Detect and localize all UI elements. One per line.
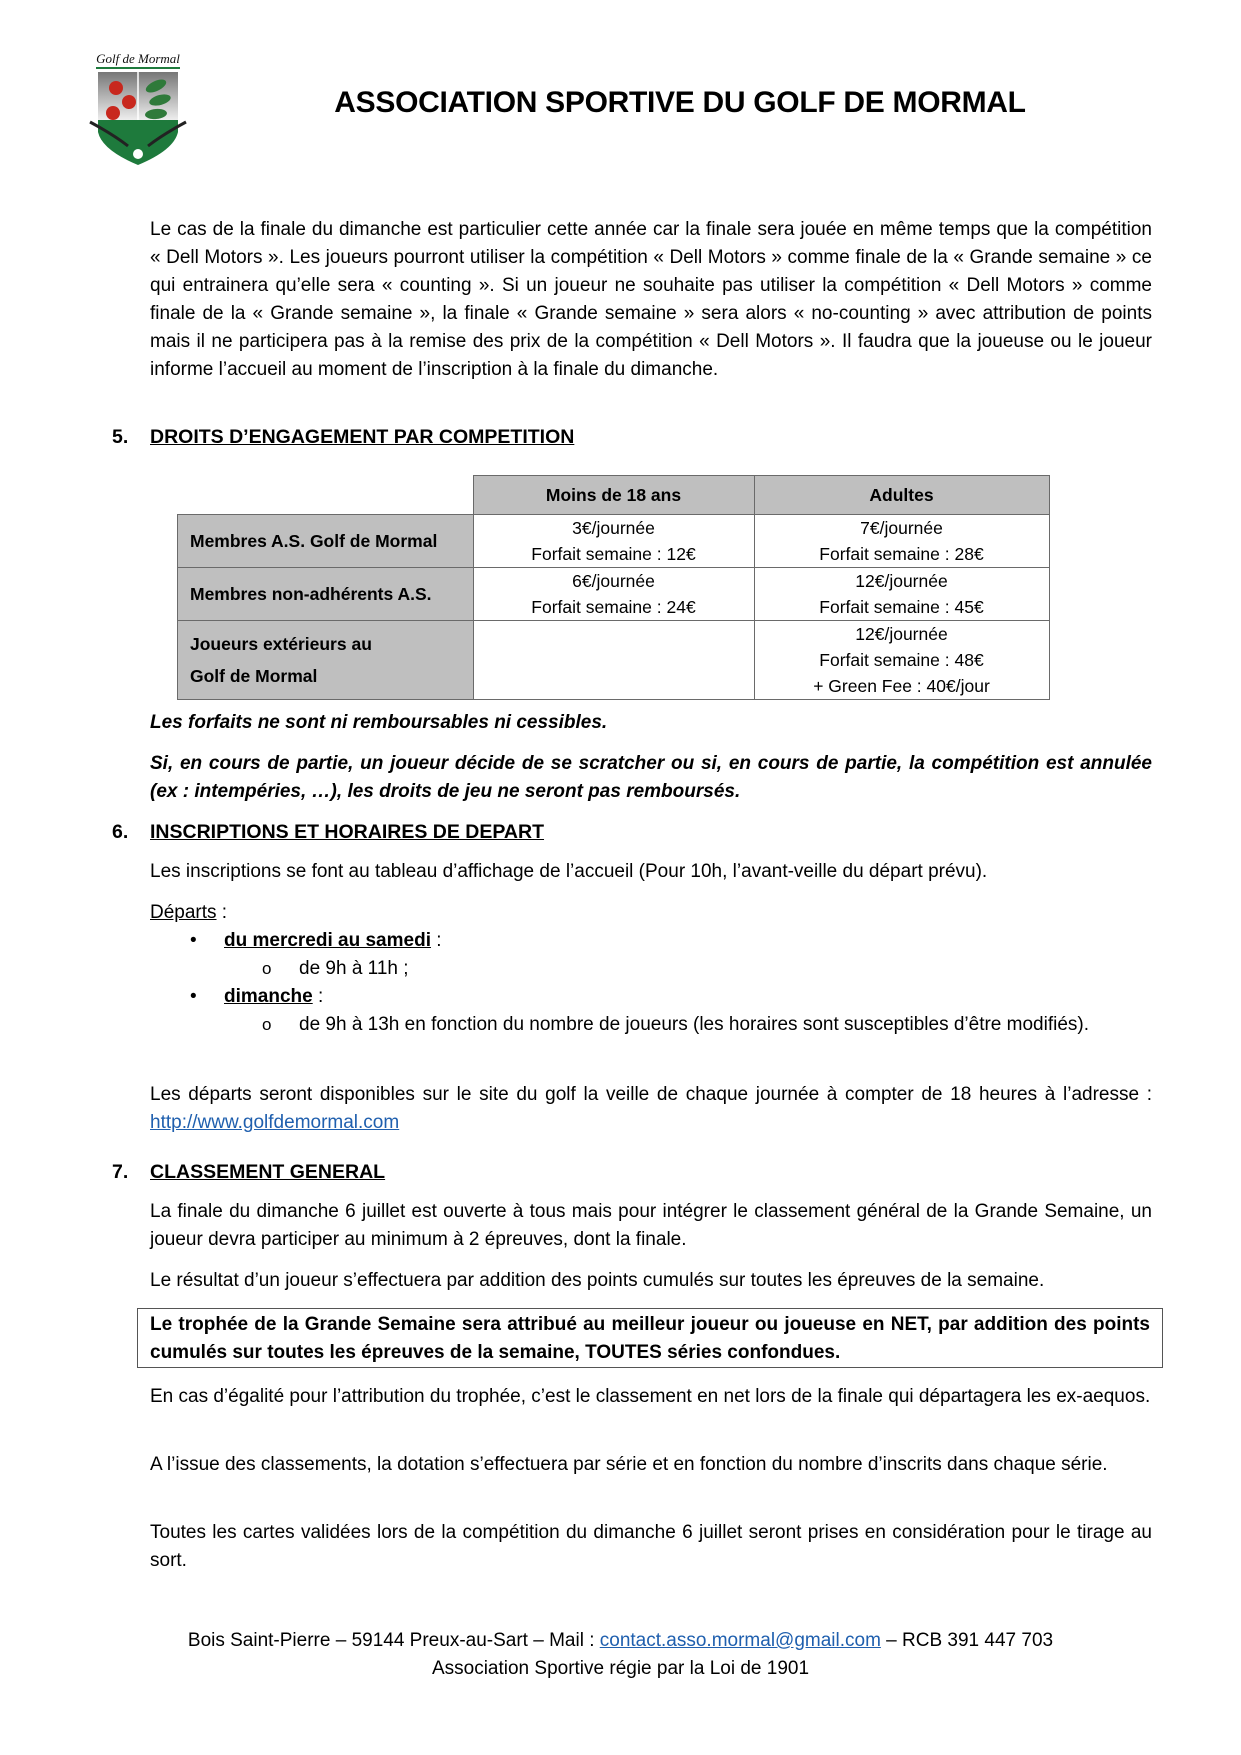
schedule-weekdays [224, 927, 1124, 955]
section-number: 6. [112, 821, 129, 843]
daily-fee: 12€/journée [855, 624, 948, 644]
footer-legal: Association Sportive régie par la Loi de 1901 [431, 1658, 810, 1679]
section-6-heading [112, 818, 544, 846]
weekly-fee: Forfait semaine : 28€ [819, 544, 984, 564]
cell-external-adults [754, 621, 1049, 700]
availability-text: Les départs seront disponibles sur le site du golf la veille de chaque journée à compter de 18 heures à l’adresse : [150, 1084, 1152, 1105]
weekly-fee: Forfait semaine : 24€ [531, 597, 696, 617]
address-text: Bois Saint-Pierre – 59144 Preux-au-Sart – Mail : [187, 1630, 600, 1651]
section-number: 5. [112, 426, 129, 448]
golf-de-mormal-logo [84, 50, 192, 170]
bullet-icon: • [190, 986, 197, 1007]
non-refundable-note: Les forfaits ne sont ni remboursables ni cessibles. [150, 712, 608, 733]
svg-text:Golf de Mormal: Golf de Mormal [96, 51, 180, 66]
row-header-members: Membres A.S. Golf de Mormal [178, 515, 474, 568]
crest-icon [84, 50, 192, 170]
departs-label [150, 899, 1152, 927]
schedule-label: dimanche [224, 986, 313, 1007]
weekly-fee: Forfait semaine : 45€ [819, 597, 984, 617]
row-header-external-players [178, 621, 474, 700]
availability-paragraph [150, 1081, 1152, 1137]
cell-external-under18-empty [473, 621, 754, 700]
daily-fee: 12€/journée [855, 571, 948, 591]
cell-members-adults [754, 515, 1049, 568]
email-link[interactable]: contact.asso.mormal@gmail.com [599, 1630, 881, 1651]
tie-break-paragraph: En cas d’égalité pour l’attribution du trophée, c’est le classement en net lors de la finale qui départagera les ex-aequos. [150, 1386, 1151, 1407]
dotation-paragraph: A l’issue des classements, la dotation s’effectuera par série et en fonction du nombre d’inscrits dans chaque série. [150, 1454, 1108, 1475]
schedule-weekdays-hours: de 9h à 11h ; [299, 958, 409, 979]
section-title: CLASSEMENT GENERAL [150, 1161, 386, 1183]
registration-paragraph: Les inscriptions se font au tableau d’affichage de l’accueil (Pour 10h, l’avant-veille du départ prévu). [150, 861, 988, 882]
bullet-icon: • [190, 930, 197, 951]
ranking-paragraph-2: Le résultat d’un joueur s’effectuera par addition des points cumulés sur toutes les épreuves de la semaine. [150, 1270, 1045, 1291]
rcb-number: – RCB 391 447 703 [880, 1630, 1054, 1651]
daily-fee: 3€/journée [572, 518, 655, 538]
cell-nonmembers-adults [754, 568, 1049, 621]
website-link[interactable]: http://www.golfdemormal.com [150, 1112, 400, 1133]
section-title: DROITS D’ENGAGEMENT PAR COMPETITION [150, 426, 575, 448]
section-title: INSCRIPTIONS ET HORAIRES DE DEPART [150, 821, 545, 843]
section-5-heading [112, 423, 574, 451]
empty-corner-cell [178, 476, 474, 515]
daily-fee: 7€/journée [860, 518, 943, 538]
row-header-non-members: Membres non-adhérents A.S. [178, 568, 474, 621]
schedule-label: du mercredi au samedi [224, 930, 431, 951]
table-row [178, 621, 1050, 700]
schedule-sunday-hours: de 9h à 13h en fonction du nombre de joueurs (les horaires sont susceptibles d’être modifiés). [299, 1014, 1090, 1035]
row-header-line: Joueurs extérieurs au [190, 634, 372, 654]
intro-paragraph: Le cas de la finale du dimanche est particulier cette année car la finale sera jouée en même temps que la compétition « Dell Motors ». Les joueurs pourront utiliser la compétition « Dell Motors » comme finale de la « Grande semaine » ce qui entrainera qu’elle sera « counting ». Si un joueur ne souhaite pas utiliser la compétition « Dell Motors » comme finale de la « Grande semaine », la finale « Grande semaine » sera alors « no-counting » avec attribution de points mais il ne participera pas à la remise des prix de la compétition « Dell Motors ». Il faudra que la joueuse ou le joueur informe l’accueil au moment de l’inscription à la finale du dimanche. [150, 219, 1152, 380]
sub-bullet-icon: o [262, 959, 272, 978]
page-title: ASSOCIATION SPORTIVE DU GOLF DE MORMAL [334, 86, 1026, 119]
cell-nonmembers-under18 [473, 568, 754, 621]
schedule-sunday [224, 983, 1124, 1011]
weekly-fee: Forfait semaine : 12€ [531, 544, 696, 564]
weekly-fee: Forfait semaine : 48€ [819, 650, 984, 670]
colon: : [216, 902, 228, 923]
table-row [178, 568, 1050, 621]
row-header-line: Golf de Mormal [190, 666, 318, 686]
trophy-box: Le trophée de la Grande Semaine sera attribué au meilleur joueur ou joueuse en NET, par addition des points cumulés sur toutes les épreuves de la semaine, TOUTES séries confondues. [137, 1308, 1163, 1368]
colon: : [430, 930, 442, 951]
column-header-adults: Adultes [754, 476, 1049, 515]
footer-address [0, 1627, 1241, 1655]
cell-members-under18 [473, 515, 754, 568]
cancellation-note: Si, en cours de partie, un joueur décide de se scratcher ou si, en cours de partie, la compétition est annulée (ex : intempéries, …), les droits de jeu ne seront pas remboursés. [150, 753, 1152, 802]
column-header-under-18: Moins de 18 ans [473, 476, 754, 515]
colon: : [312, 986, 324, 1007]
sub-bullet-icon: o [262, 1015, 272, 1034]
table-row [178, 515, 1050, 568]
fees-table [177, 475, 1050, 700]
section-number: 7. [112, 1161, 129, 1183]
green-fee: + Green Fee : 40€/jour [813, 676, 990, 696]
table-header-row [178, 476, 1050, 515]
ranking-paragraph-1: La finale du dimanche 6 juillet est ouverte à tous mais pour intégrer le classement général de la Grande Semaine, un joueur devra participer au minimum à 2 épreuves, dont la finale. [150, 1201, 1152, 1250]
daily-fee: 6€/journée [572, 571, 655, 591]
draw-paragraph: Toutes les cartes validées lors de la compétition du dimanche 6 juillet seront prises en considération pour le tirage au sort. [150, 1522, 1152, 1571]
departs-title: Départs [150, 902, 217, 923]
section-7-heading [112, 1158, 385, 1186]
